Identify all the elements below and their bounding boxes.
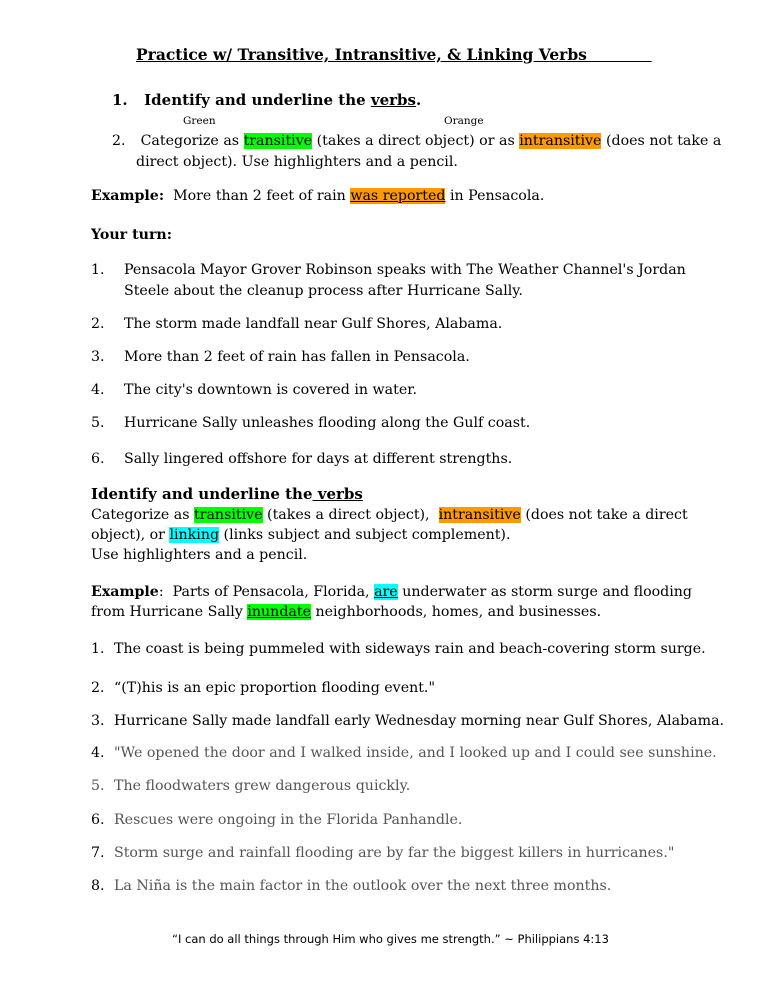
list-item-num: 3. <box>91 349 105 365</box>
section2-line2 <box>91 525 510 545</box>
list-item-text: “(T)his is an epic proportion flooding event." <box>114 680 435 696</box>
list-item-text: "We opened the door and I walked inside, and I looked up and I could see sunshine. <box>114 745 717 761</box>
example-2-line2 <box>91 602 601 622</box>
list-item-text: The city's downtown is covered in water. <box>124 382 417 398</box>
list-item-num: 5. <box>91 415 105 431</box>
transitive-highlight: transitive <box>193 507 263 523</box>
instruction-1-verbs: verbs <box>370 91 416 109</box>
list-item-text: Storm surge and rainfall flooding are by far the biggest killers in hurricanes." <box>114 845 675 861</box>
section2-heading-text: Identify and underline the <box>91 485 313 503</box>
your-turn-heading: Your turn: <box>91 227 172 243</box>
section2-heading <box>91 484 363 504</box>
label-orange: Orange <box>444 115 484 127</box>
example-1-verb: was reported <box>350 188 446 204</box>
instruction-1-text: Identify and underline the <box>144 91 371 109</box>
instruction-2-line2: direct object). Use highlighters and a pencil. <box>136 154 458 170</box>
instruction-1-period: . <box>415 91 422 109</box>
linking-highlight: linking <box>169 527 220 543</box>
example-2-text-a: : Parts of Pensacola, Florida, <box>158 584 375 600</box>
example-1-label: Example: <box>91 188 165 204</box>
title-underline-tail <box>587 45 652 64</box>
instruction-2-text-b: (takes a direct object) or as <box>312 133 520 149</box>
list-item-num: 5. <box>91 778 105 794</box>
list-item-num: 3. <box>91 713 105 729</box>
list-item-text: The coast is being pummeled with sideways rain and beach-covering storm surge. <box>114 641 706 657</box>
list-item-text: More than 2 feet of rain has fallen in Pensacola. <box>124 349 470 365</box>
example-1-text-a: More than 2 feet of rain <box>164 188 351 204</box>
section2-l1-a: Categorize as <box>91 507 194 523</box>
section2-line3: Use highlighters and a pencil. <box>91 547 308 563</box>
instruction-2-text-a: Categorize as <box>140 133 244 149</box>
example-2-verb-are: are <box>374 584 398 600</box>
example-2-label: Example <box>91 584 159 600</box>
instruction-2 <box>112 131 721 151</box>
list-item-num: 4. <box>91 745 105 761</box>
intransitive-highlight: intransitive <box>438 507 521 523</box>
instruction-1-num: 1. <box>112 91 128 109</box>
instruction-1 <box>112 90 421 110</box>
instruction-2-num: 2. <box>112 133 126 149</box>
list-item-num: 4. <box>91 382 105 398</box>
list-item-text: Hurricane Sally made landfall early Wednesday morning near Gulf Shores, Alabama. <box>114 713 725 729</box>
example-2-text-d: neighborhoods, homes, and businesses. <box>310 604 602 620</box>
footer-quote: “I can do all things through Him who gives me strength.” ~ Philippians 4:13 <box>172 932 609 946</box>
section2-heading-verbs: verbs <box>312 485 363 503</box>
list-item-num: 1. <box>91 641 105 657</box>
example-1-text-b: in Pensacola. <box>445 188 545 204</box>
section2-l2-b: (links subject and subject complement). <box>219 527 511 543</box>
list-item-num: 6. <box>91 812 105 828</box>
list-item-num: 8. <box>91 878 105 894</box>
page-title-text: Practice w/ Transitive, Intransitive, & Linking Verbs <box>136 45 587 64</box>
section2-line1 <box>91 505 688 525</box>
list-item-num: 6. <box>91 451 105 467</box>
example-1 <box>91 186 544 206</box>
intransitive-highlight: intransitive <box>519 133 602 149</box>
section2-l1-c: (does not take a direct <box>520 507 688 523</box>
list-item-text: Pensacola Mayor Grover Robinson speaks with The Weather Channel's Jordan <box>124 262 686 278</box>
list-item-text: La Niña is the main factor in the outlook over the next three months. <box>114 878 612 894</box>
transitive-highlight: transitive <box>243 133 313 149</box>
list-item-num: 2. <box>91 680 105 696</box>
section2-l1-b: (takes a direct object), <box>262 507 439 523</box>
list-item-text: Hurricane Sally unleashes flooding along the Gulf coast. <box>124 415 531 431</box>
example-2-text-b: underwater as storm surge and flooding <box>397 584 693 600</box>
example-2-text-c: from Hurricane Sally <box>91 604 248 620</box>
list-item <box>91 260 105 280</box>
example-2-line1 <box>91 582 692 602</box>
list-item-text: Rescues were ongoing in the Florida Panhandle. <box>114 812 463 828</box>
list-item-text-line2: Steele about the cleanup process after Hurricane Sally. <box>124 283 523 299</box>
list-item-num: 7. <box>91 845 105 861</box>
section2-l2-a: object), or <box>91 527 170 543</box>
label-green: Green <box>183 115 216 127</box>
list-item-text: The floodwaters grew dangerous quickly. <box>114 778 411 794</box>
list-item-num: 1. <box>91 262 105 278</box>
list-item-text: Sally lingered offshore for days at different strengths. <box>124 451 513 467</box>
instruction-2-text-c: (does not take a <box>601 133 722 149</box>
list-item-num: 2. <box>91 316 105 332</box>
example-2-verb-inundate: inundate <box>247 604 311 620</box>
page-title <box>136 45 652 64</box>
list-item-text: The storm made landfall near Gulf Shores, Alabama. <box>124 316 503 332</box>
